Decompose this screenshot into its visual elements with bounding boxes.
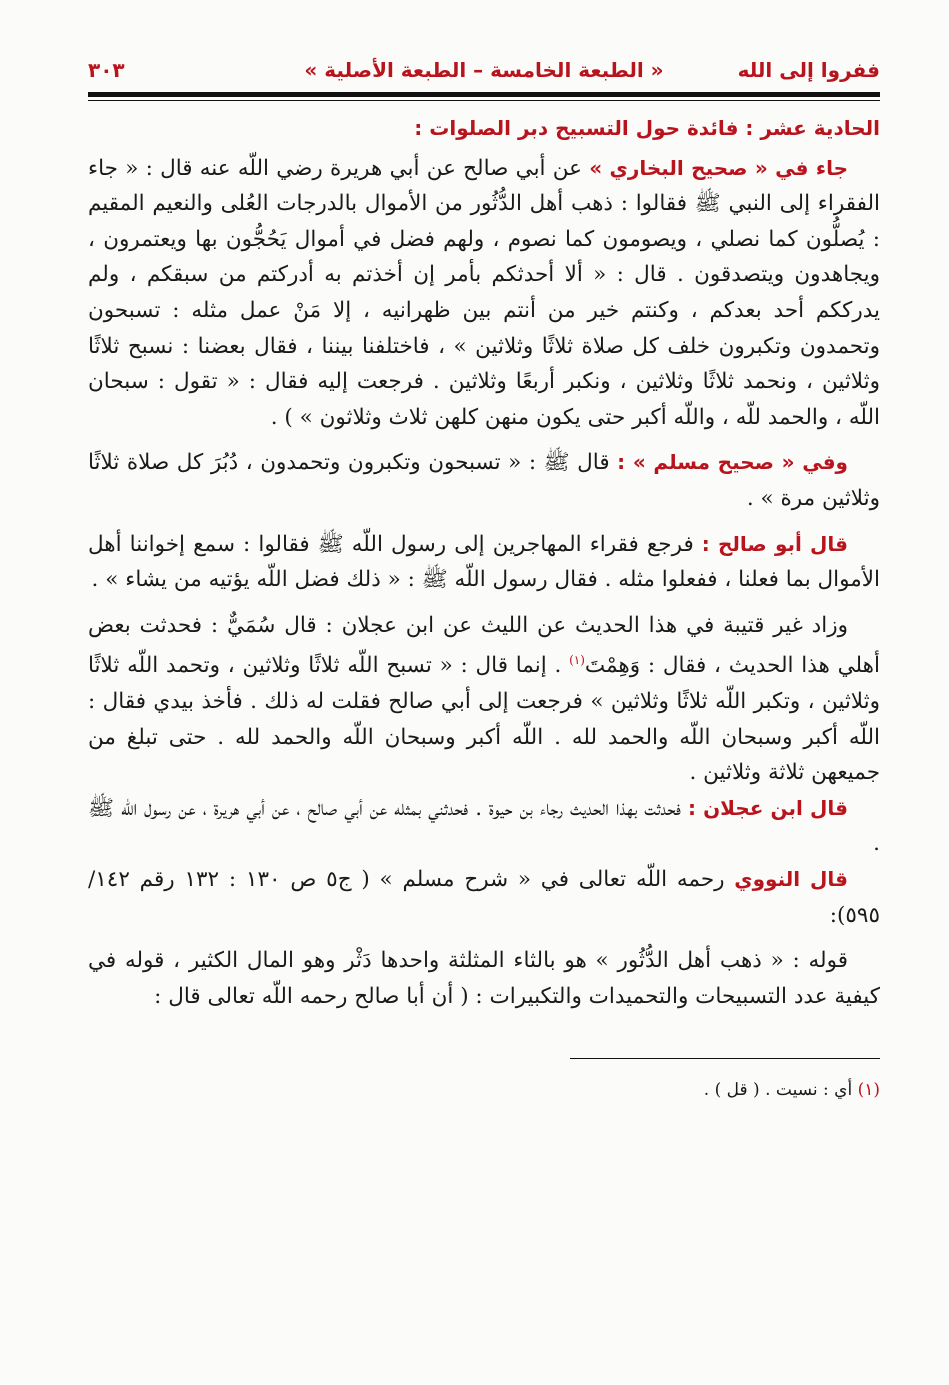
- paragraph-lead: قال أبو صالح :: [701, 531, 848, 556]
- paragraph-ibn-ajlan: [88, 791, 880, 862]
- running-title: ففروا إلى الله: [737, 58, 880, 82]
- paragraph-text: قال ﷺ : « تسبحون وتكبرون وتحمدون ، دُبُرَ كل صلاة ثلاثًا وثلاثين مرة » .: [88, 450, 880, 511]
- footnote: [88, 1073, 880, 1109]
- section-heading: الحادية عشر : فائدة حول التسبيح دبر الصلوات :: [414, 116, 880, 140]
- paragraph-abu-salih: [88, 527, 880, 598]
- header-rule-thick: [88, 92, 880, 97]
- header-rule-thin: [88, 100, 880, 101]
- paragraph-lead: قال النووي: [734, 867, 848, 892]
- footnote-rule: [570, 1058, 880, 1059]
- paragraph-text: فرجع فقراء المهاجرين إلى رسول اللّه ﷺ فقالوا : سمع إخواننا أهل الأموال بما فعلنا ، ففعلوا مثله . فقال رسول اللّه ﷺ : « ذلك فضل اللّه يؤتيه من يشاء » .: [88, 531, 880, 593]
- paragraph-text: . إنما قال : « تسبح اللّه ثلاثًا وثلاثين ، وتحمد اللّه ثلاثًا وثلاثين ، وتكبر اللّه ثلاثًا وثلاثين » فرجعت إلى أبي صالح فقلت له ذلك . فأخذ بيدي فقال : اللّه أكبر وسبحان اللّه والحمد لله . اللّه أكبر وسبحان اللّه والحمد لله . حتى تبلغ من جميعهن ثلاثة وثلاثين .: [88, 653, 880, 786]
- paragraph-lead: قال ابن عجلان :: [687, 795, 848, 820]
- body-text: [88, 111, 880, 1109]
- paragraph-lead: جاء في « صحيح البخاري »: [589, 155, 848, 180]
- paragraph-qutaybah: [88, 608, 880, 791]
- paragraph-commentary: [88, 943, 880, 1014]
- page-header: [88, 50, 880, 90]
- paragraph-text: رحمه اللّه تعالى في « شرح مسلم » ( ج٥ ص ١٣٠ : ١٣٢ رقم ١٤٢/ ٥٩٥):: [88, 867, 880, 928]
- page: [88, 50, 880, 1109]
- paragraph-text: وزاد غير قتيبة في هذا الحديث عن الليث عن ابن عجلان : قال سُمَيٌّ : فحدثت بعض أهلي هذا الحديث ، فقال : وَهِمْتَ: [88, 612, 880, 679]
- paragraph-text: قوله : « ذهب أهل الدُّثُور » هو بالثاء المثلثة واحدها دَثْر وهو المال الكثير ، قوله في كيفية عدد التسبيحات والتحميدات والتكبيرات : ( أن أبا صالح رحمه اللّه تعالى قال :: [88, 948, 880, 1009]
- page-number: ٣٠٣: [88, 58, 125, 82]
- paragraph-muslim: [88, 445, 880, 516]
- footnote-text: أي : نسيت . ( قل ) .: [703, 1080, 858, 1101]
- paragraph-text: عن أبي صالح عن أبي هريرة رضي اللّه عنه قال : « جاء الفقراء إلى النبي ﷺ فقالوا : ذهب أهل الدُّثُور من الأموال بالدرجات العُلى والنعيم المقيم : يُصلُّون كما نصلي ، ويصومون كما نصوم ، ولهم فضل في أموال يَحُجُّون بها ويعتمرون ، ويجاهدون ويتصدقون . قال : « ألا أحدثكم بأمر إن أخذتم به أدركتم من سبقكم ، ولم يدرككم أحد بعدكم ، وكنتم خير من أنتم بين ظهرانيه ، إلا مَنْ عمل مثله : تسبحون وتحمدون وتكبرون خلف كل صلاة ثلاثًا وثلاثين » ، فاختلفنا بيننا ، فقال بعضنا : نسبح ثلاثًا وثلاثين ، ونحمد ثلاثًا وثلاثين ، ونكبر أربعًا وثلاثين . فرجعت إليه فقال : « تقول : سبحان اللّه ، والحمد للّه ، واللّه أكبر حتى يكون منهن كلهن ثلاث وثلاثون » ) .: [88, 155, 880, 430]
- paragraph-text: فحدثت بهذا الحديث رجاء بن حيوة . فحدثني بمثله عن أبي صالح ، عن أبي هريرة ، عن رسول اللّه ﷺ .: [88, 795, 880, 857]
- paragraph-bukhari: [88, 151, 880, 436]
- paragraph-nawawi: [88, 862, 880, 933]
- footnote-number: (١): [857, 1080, 880, 1101]
- edition-label: « الطبعة الخامسة – الطبعة الأصلية »: [304, 58, 664, 82]
- footnote-marker[interactable]: (١): [569, 653, 585, 668]
- paragraph-lead: وفي « صحيح مسلم » :: [617, 450, 848, 475]
